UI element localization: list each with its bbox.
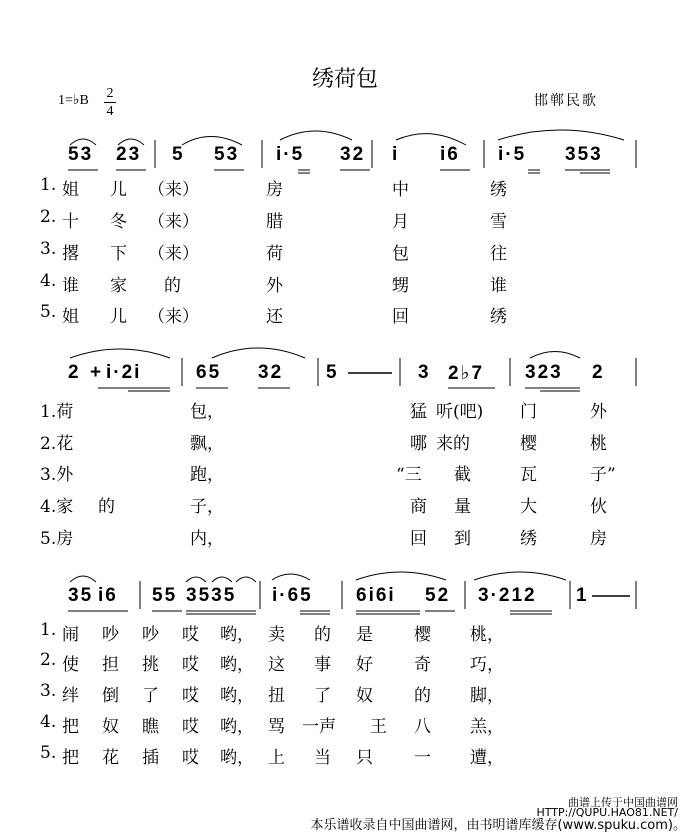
upload-stamp-url: HTTP://QUPU.HAO81.NET/ [536,806,678,819]
song-title: 绣荷包 [311,67,378,92]
note-group: 323 [525,362,563,383]
note-group: 2 [68,362,81,383]
verse-4-system-3: 4. 把 奴 瞧 哎 哟， 骂 一声 王 八 羔， [40,712,504,737]
source-notice: 本乐谱收录自中国曲谱网，由书明谱库缓存(www.spuku.com)。 [310,818,686,833]
time-signature-top: 2 [106,86,114,101]
upload-stamp: 曲谱上传于中国曲谱网 [568,796,678,809]
verse-2-system-2: 2.花 飘， 哪 来的 樱 桃 [40,434,607,454]
verse-5-system-2: 5.房 内， 回 到 绣 房 [40,529,607,549]
note-group: 65 [196,362,222,383]
note-group: i·5 [498,144,527,165]
key-signature: 1=♭B [58,93,89,108]
note-group: 3 [418,362,431,383]
note-group: 3·212 [478,585,537,606]
verse-5-system-1: 5. 姐 儿 （来） 还 回 绣 [40,302,507,327]
note-group: 32 [340,144,366,165]
verse-1-system-2: 1.荷 包， 猛 听(吧) 门 外 [40,402,607,422]
note-group: i6 [440,144,460,165]
note-group: 3535 [186,585,237,606]
verse-1-system-1: 1. 姐 儿 （来） 房 中 绣 [40,175,507,200]
note-group: + [90,362,104,383]
note-group: 32 [258,362,284,383]
verse-2-system-3: 2. 使 担 挑 哎 哟， 这 事 好 奇 巧， [40,650,504,675]
verse-3-system-3: 3. 绊 倒 了 哎 哟， 扭 了 奴 的 脚， [40,681,504,706]
verse-3-system-1: 3. 撂 下 （来） 荷 包 往 [40,239,507,264]
note-group: 5 [172,144,185,165]
note-group: i·5 [276,144,305,165]
note-group: 53 [214,144,240,165]
note-group: 55 [152,585,178,606]
note-group: i·2i [106,362,142,383]
note-group: i [392,144,400,165]
note-group: i·65 [272,585,313,606]
verse-1-system-3: 1. 闹 吵 吵 哎 哟， 卖 的 是 樱 桃， [40,620,504,645]
note-group: 52 [425,585,451,606]
note-group: 1 [576,585,589,606]
note-group: 6i6i [356,585,396,606]
note-group: 353 [565,144,603,165]
verse-5-system-3: 5. 把 花 插 哎 哟， 上 当 只 一 遭， [40,743,504,768]
verse-2-system-1: 2. 十 冬 （来） 腊 月 雪 [40,207,507,232]
verse-4-system-2: 4.家 的 子， 商 量 大 伙 [40,497,607,517]
note-group: 23 [116,144,142,165]
time-signature-bottom: 4 [106,104,114,119]
note-group: 2 [592,362,605,383]
note-group: 53 [68,144,94,165]
verse-4-system-1: 4. 谁 家 的 外 甥 谁 [40,271,507,296]
note-group: 5 [326,362,339,383]
note-group: i6 [98,585,118,606]
composer: 邯郸民歌 [534,93,598,109]
verse-3-system-2: 3.外 跑， “三 截 瓦 子” [40,465,616,485]
note-group: 2♭7 [448,363,485,384]
note-group: 35 [68,585,94,606]
